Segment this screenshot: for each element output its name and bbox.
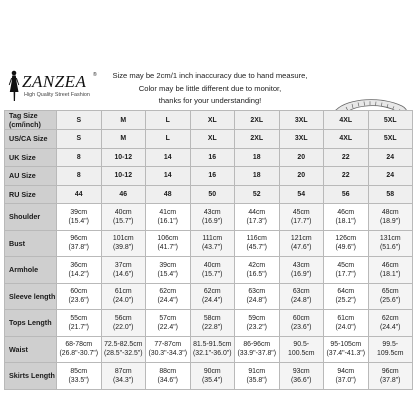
measurement-cell — [235, 283, 280, 310]
inch-value: (17.7") — [291, 217, 312, 225]
inch-value: (25.6") — [380, 297, 401, 305]
inch-value: (33.9"-37.8") — [237, 350, 277, 358]
size-cell: 44 — [57, 185, 102, 204]
size-cell: 3XL — [279, 130, 324, 149]
row-label: Bust — [5, 230, 57, 257]
inch-value: (17.7") — [335, 270, 356, 278]
cm-value: 45cm — [337, 261, 355, 269]
inch-value: (22.8") — [202, 323, 223, 331]
inch-value: (37.8") — [68, 244, 89, 252]
cm-value: 44cm — [248, 208, 266, 216]
inch-value: (15.7") — [113, 217, 134, 225]
size-cell: 2XL — [235, 130, 280, 149]
brand-name: ZANZEA — [22, 72, 87, 91]
size-cell: 4XL — [324, 130, 369, 149]
measurement-cell — [368, 230, 413, 257]
measurement-cell — [190, 336, 235, 363]
cm-value: 77-87cm — [154, 341, 182, 349]
inch-value: (22.4") — [157, 323, 178, 331]
row-label: Armhole — [5, 257, 57, 284]
size-cell: S — [57, 130, 102, 149]
row-label: UK Size — [5, 148, 57, 167]
cm-value: 62cm — [159, 288, 177, 296]
size-cell: 56 — [324, 185, 369, 204]
inch-value: (18.1") — [380, 270, 401, 278]
measurement-cell — [146, 257, 191, 284]
cm-value: 60cm — [292, 314, 310, 322]
measurement-row — [5, 336, 413, 363]
brand-tagline: High Quality Street Fashion — [24, 92, 90, 98]
measurement-cell — [279, 363, 324, 390]
inch-value: (43.7") — [202, 244, 223, 252]
cm-value: 96cm — [70, 235, 88, 243]
measurement-cell — [101, 230, 146, 257]
measurement-cell — [235, 363, 280, 390]
size-cell: M — [101, 130, 146, 149]
cm-value: 60cm — [70, 288, 88, 296]
cm-value: 63cm — [248, 288, 266, 296]
inch-value: (37.4"-41.3") — [326, 350, 366, 358]
measurement-cell — [101, 363, 146, 390]
cm-value: 68-78cm — [65, 341, 93, 349]
inch-value: (23.6") — [68, 297, 89, 305]
size-cell: L — [146, 130, 191, 149]
cm-value: 72.5-82.5cm — [104, 341, 143, 349]
size-cell: 14 — [146, 167, 191, 186]
measurement-cell — [324, 283, 369, 310]
cm-value: 48cm — [381, 208, 399, 216]
inch-value: (14.6") — [113, 270, 134, 278]
inch-value: (32.1"-36.0") — [192, 350, 232, 358]
cm-value: 45cm — [292, 208, 310, 216]
cm-value: 131cm — [379, 235, 401, 243]
inch-value: (18.9") — [380, 217, 401, 225]
cm-value: 88cm — [159, 367, 177, 375]
brand-logo — [8, 70, 100, 102]
measurement-cell — [190, 257, 235, 284]
measurement-cell — [57, 204, 102, 231]
woman-silhouette-icon — [8, 70, 20, 102]
measurement-cell — [368, 310, 413, 337]
measurement-cell — [190, 310, 235, 337]
size-cell: 22 — [324, 167, 369, 186]
measurement-cell — [101, 204, 146, 231]
inch-value: (16.9") — [202, 217, 223, 225]
inch-value: (23.6") — [291, 323, 312, 331]
cm-value: 95-105cm — [330, 341, 362, 349]
inch-value: (34.3") — [113, 376, 134, 384]
measurement-row — [5, 204, 413, 231]
measurement-cell — [324, 336, 369, 363]
inch-value: (24.8") — [246, 297, 267, 305]
measurement-cell — [235, 310, 280, 337]
row-label: AU Size — [5, 167, 57, 186]
measurement-cell — [57, 336, 102, 363]
inch-value: (33.5") — [68, 376, 89, 384]
measurement-cell — [368, 204, 413, 231]
measurement-cell — [235, 257, 280, 284]
cm-value: 46cm — [381, 261, 399, 269]
header — [0, 0, 416, 108]
measurement-cell — [57, 363, 102, 390]
size-row — [5, 148, 413, 167]
cm-value: 43cm — [203, 208, 221, 216]
measurement-row — [5, 257, 413, 284]
size-cell: 16 — [190, 148, 235, 167]
cm-value: 126cm — [335, 235, 357, 243]
row-label: Shoulder — [5, 204, 57, 231]
measurement-cell — [368, 363, 413, 390]
measurement-cell — [279, 204, 324, 231]
cm-value: 42cm — [248, 261, 266, 269]
measurement-cell — [324, 204, 369, 231]
measurement-cell — [57, 230, 102, 257]
measurement-cell — [146, 336, 191, 363]
inch-value: (51.6") — [380, 244, 401, 252]
row-label: Sleeve length — [5, 283, 57, 310]
cm-value: 40cm — [114, 208, 132, 216]
inch-value: (16.5") — [246, 270, 267, 278]
size-cell: 50 — [190, 185, 235, 204]
cm-value: 65cm — [381, 288, 399, 296]
size-cell: 5XL — [368, 130, 413, 149]
cm-value: 61cm — [337, 314, 355, 322]
size-cell: 4XL — [324, 111, 369, 130]
measurement-cell — [101, 310, 146, 337]
measurement-cell — [279, 310, 324, 337]
size-cell: 58 — [368, 185, 413, 204]
row-label: Tag Size (cm/inch) — [5, 111, 57, 130]
measurement-cell — [190, 204, 235, 231]
inch-value: (16.1") — [157, 217, 178, 225]
cm-value: 116cm — [246, 235, 267, 243]
cm-value: 39cm — [159, 261, 177, 269]
measurement-cell — [279, 336, 324, 363]
cm-value: 58cm — [203, 314, 221, 322]
measurement-cell — [235, 204, 280, 231]
measurement-cell — [101, 257, 146, 284]
cm-value: 106cm — [157, 235, 179, 243]
notice-line: Size may be 2cm/1 inch inaccuracy due to hand measure, — [112, 71, 308, 80]
size-cell: L — [146, 111, 191, 130]
cm-value: 90cm — [203, 367, 221, 375]
measurement-cell — [190, 230, 235, 257]
inch-value: (24.0") — [113, 297, 134, 305]
measurement-cell — [146, 283, 191, 310]
cm-value: 36cm — [70, 261, 88, 269]
size-cell: 24 — [368, 148, 413, 167]
measurement-cell — [324, 310, 369, 337]
inch-value: (26.8"-30.7") — [59, 350, 99, 358]
inch-value: (15.4") — [68, 217, 89, 225]
inch-value: (36.6") — [291, 376, 312, 384]
notice-line: Color may be little different due to monitor, — [138, 83, 282, 93]
size-row — [5, 185, 413, 204]
measurement-cell — [279, 283, 324, 310]
size-cell: 22 — [324, 148, 369, 167]
size-cell: 10-12 — [101, 167, 146, 186]
cm-value: 40cm — [203, 261, 221, 269]
inch-value: 100.5cm — [288, 350, 315, 358]
measurement-cell — [146, 230, 191, 257]
inch-value: 109.5cm — [377, 350, 404, 358]
measurement-cell — [146, 363, 191, 390]
size-row — [5, 130, 413, 149]
cm-value: 87cm — [114, 367, 132, 375]
measurement-cell — [57, 257, 102, 284]
measurement-row — [5, 310, 413, 337]
measurement-cell — [279, 257, 324, 284]
measurement-row — [5, 230, 413, 257]
cm-value: 85cm — [70, 367, 88, 375]
cm-value: 94cm — [337, 367, 355, 375]
size-chart-table — [4, 110, 413, 390]
cm-value: 61cm — [114, 288, 132, 296]
size-cell: 52 — [235, 185, 280, 204]
size-rows — [5, 111, 413, 204]
measurement-cell — [324, 230, 369, 257]
cm-value: 57cm — [159, 314, 177, 322]
measurement-cell — [101, 336, 146, 363]
inch-value: (23.2") — [246, 323, 267, 331]
row-label: Tops Length — [5, 310, 57, 337]
row-label: Skirts Length — [5, 363, 57, 390]
inch-value: (39.8") — [113, 244, 134, 252]
size-cell: 54 — [279, 185, 324, 204]
inch-value: (49.6") — [335, 244, 356, 252]
size-cell: XL — [190, 130, 235, 149]
cm-value: 55cm — [70, 314, 88, 322]
inch-value: (22.0") — [113, 323, 134, 331]
inch-value: (24.4") — [157, 297, 178, 305]
size-cell: 3XL — [279, 111, 324, 130]
inch-value: (35.4") — [202, 376, 223, 384]
inch-value: (45.7") — [246, 244, 267, 252]
size-cell: 14 — [146, 148, 191, 167]
inch-value: (17.3") — [246, 217, 267, 225]
row-label: US/CA Size — [5, 130, 57, 149]
cm-value: 93cm — [292, 367, 310, 375]
measurement-cell — [279, 230, 324, 257]
measurement-cell — [368, 283, 413, 310]
measurement-cell — [324, 257, 369, 284]
cm-value: 96cm — [381, 367, 399, 375]
inch-value: (24.4") — [202, 297, 223, 305]
inch-value: (21.7") — [68, 323, 89, 331]
inch-value: (47.6") — [291, 244, 312, 252]
row-label: RU Size — [5, 185, 57, 204]
inch-value: (15.4") — [157, 270, 178, 278]
inch-value: (35.8") — [246, 376, 267, 384]
inch-value: (18.1") — [335, 217, 356, 225]
size-cell: 16 — [190, 167, 235, 186]
size-row — [5, 167, 413, 186]
cm-value: 41cm — [159, 208, 177, 216]
size-cell: XL — [190, 111, 235, 130]
measurement-cell — [368, 257, 413, 284]
measurement-row — [5, 363, 413, 390]
cm-value: 63cm — [292, 288, 310, 296]
inch-value: (16.9") — [291, 270, 312, 278]
size-cell: 18 — [235, 148, 280, 167]
cm-value: 39cm — [70, 208, 88, 216]
size-cell: 8 — [57, 148, 102, 167]
cm-value: 81.5-91.5cm — [193, 341, 232, 349]
inch-value: (37.8") — [380, 376, 401, 384]
cm-value: 86-96cm — [243, 341, 271, 349]
measurement-cell — [146, 310, 191, 337]
cm-value: 62cm — [381, 314, 399, 322]
inch-value: (15.7") — [202, 270, 223, 278]
size-cell: S — [57, 111, 102, 130]
inch-value: (14.2") — [68, 270, 89, 278]
measurement-cell — [235, 336, 280, 363]
size-cell: 2XL — [235, 111, 280, 130]
inch-value: (28.5"-32.5") — [103, 350, 143, 358]
row-label: Waist — [5, 336, 57, 363]
measurement-row — [5, 283, 413, 310]
inch-value: (24.8") — [291, 297, 312, 305]
size-row — [5, 111, 413, 130]
cm-value: 111cm — [202, 235, 223, 243]
cm-value: 56cm — [114, 314, 132, 322]
inch-value: (25.2") — [335, 297, 356, 305]
cm-value: 37cm — [114, 261, 132, 269]
measurement-cell — [368, 336, 413, 363]
cm-value: 90.5- — [293, 341, 310, 349]
size-cell: 20 — [279, 167, 324, 186]
cm-value: 46cm — [337, 208, 355, 216]
cm-value: 99.5- — [382, 341, 399, 349]
measurement-cell — [190, 283, 235, 310]
size-cell: 48 — [146, 185, 191, 204]
cm-value: 121cm — [290, 235, 312, 243]
measurement-cell — [57, 310, 102, 337]
size-cell: 46 — [101, 185, 146, 204]
size-cell: 24 — [368, 167, 413, 186]
cm-value: 91cm — [248, 367, 266, 375]
notice-line: thanks for your understanding! — [158, 96, 262, 106]
measurement-cell — [146, 204, 191, 231]
cm-value: 43cm — [292, 261, 310, 269]
inch-value: (37.0") — [335, 376, 356, 384]
cm-value: 62cm — [203, 288, 221, 296]
measurement-cell — [235, 230, 280, 257]
size-cell: 8 — [57, 167, 102, 186]
cm-value: 64cm — [337, 288, 355, 296]
measurement-rows — [5, 204, 413, 390]
cm-value: 101cm — [112, 235, 134, 243]
measurement-cell — [101, 283, 146, 310]
inch-value: (24.4") — [380, 323, 401, 331]
registered-mark: ® — [93, 72, 97, 78]
measurement-cell — [324, 363, 369, 390]
size-cell: 10-12 — [101, 148, 146, 167]
measurement-notice — [104, 70, 316, 108]
cm-value: 59cm — [248, 314, 266, 322]
size-cell: 18 — [235, 167, 280, 186]
size-cell: 5XL — [368, 111, 413, 130]
measurement-cell — [190, 363, 235, 390]
inch-value: (24.0") — [335, 323, 356, 331]
size-cell: 20 — [279, 148, 324, 167]
size-cell: M — [101, 111, 146, 130]
inch-value: (41.7") — [157, 244, 178, 252]
inch-value: (30.3"-34.3") — [148, 350, 188, 358]
inch-value: (34.6") — [157, 376, 178, 384]
measurement-cell — [57, 283, 102, 310]
